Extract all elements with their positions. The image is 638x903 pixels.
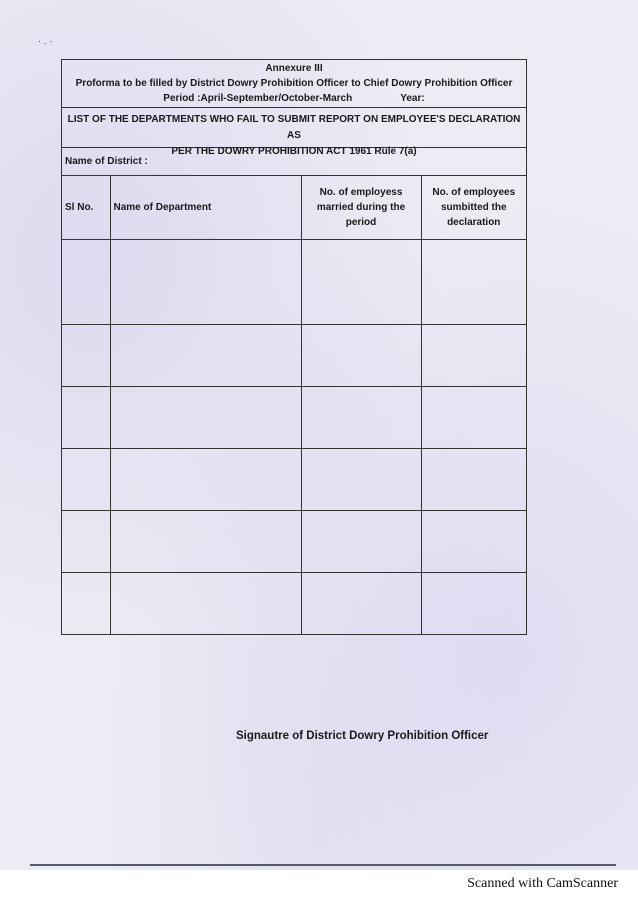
table-cell (301, 449, 421, 511)
table-cell (301, 387, 421, 449)
table-cell (62, 573, 110, 635)
table-cell (110, 511, 301, 573)
table-cell (62, 325, 110, 387)
table-cell (421, 325, 526, 387)
table-row (62, 240, 526, 325)
table-cell (301, 511, 421, 573)
table-row (62, 449, 526, 511)
table-header-row (62, 176, 526, 240)
table-cell (110, 325, 301, 387)
scan-edge-line (30, 864, 616, 866)
table-cell (301, 325, 421, 387)
table-cell (421, 573, 526, 635)
list-title-line1: LIST OF THE DEPARTMENTS WHO FAIL TO SUBMIT REPORT ON EMPLOYEE'S DECLARATION AS (67, 114, 521, 141)
table-cell (301, 240, 421, 325)
annexure-title: Annexure III (265, 63, 323, 74)
table-cell (62, 449, 110, 511)
table-cell (110, 387, 301, 449)
scanner-watermark: Scanned with CamScanner (467, 876, 618, 891)
period-label: Period :April-September/October-March (163, 93, 353, 104)
departments-table (62, 176, 526, 634)
table-cell (62, 240, 110, 325)
form-header (62, 60, 526, 108)
table-cell (421, 387, 526, 449)
signature-line: Signautre of District Dowry Prohibition Officer (236, 730, 489, 742)
period-line (64, 91, 524, 106)
table-cell (421, 449, 526, 511)
table-cell (110, 449, 301, 511)
proforma-form (61, 59, 527, 635)
table-row (62, 511, 526, 573)
table-cell (301, 573, 421, 635)
table-cell (62, 387, 110, 449)
list-title-line2: PER THE DOWRY PROHIBITION ACT 1961 Rule 7(a) (171, 146, 417, 157)
year-label: Year: (400, 93, 425, 104)
table-cell (110, 573, 301, 635)
table-cell (62, 511, 110, 573)
col-employees-married: No. of employess married during the period (301, 176, 421, 240)
table-cell (421, 240, 526, 325)
scan-specks: ·.· (38, 36, 56, 46)
table-row (62, 387, 526, 449)
district-label: Name of District : (62, 148, 526, 176)
table-cell (110, 240, 301, 325)
col-sl-no: Sl No. (62, 176, 110, 240)
col-employees-declared: No. of employees sumbitted the declaration (421, 176, 526, 240)
table-row (62, 573, 526, 635)
proforma-line: Proforma to be filled by District Dowry Prohibition Officer to Chief Dowry Prohibition Officer (75, 78, 513, 89)
table-cell (421, 511, 526, 573)
table-row (62, 325, 526, 387)
col-department: Name of Department (110, 176, 301, 240)
list-title (62, 108, 526, 157)
